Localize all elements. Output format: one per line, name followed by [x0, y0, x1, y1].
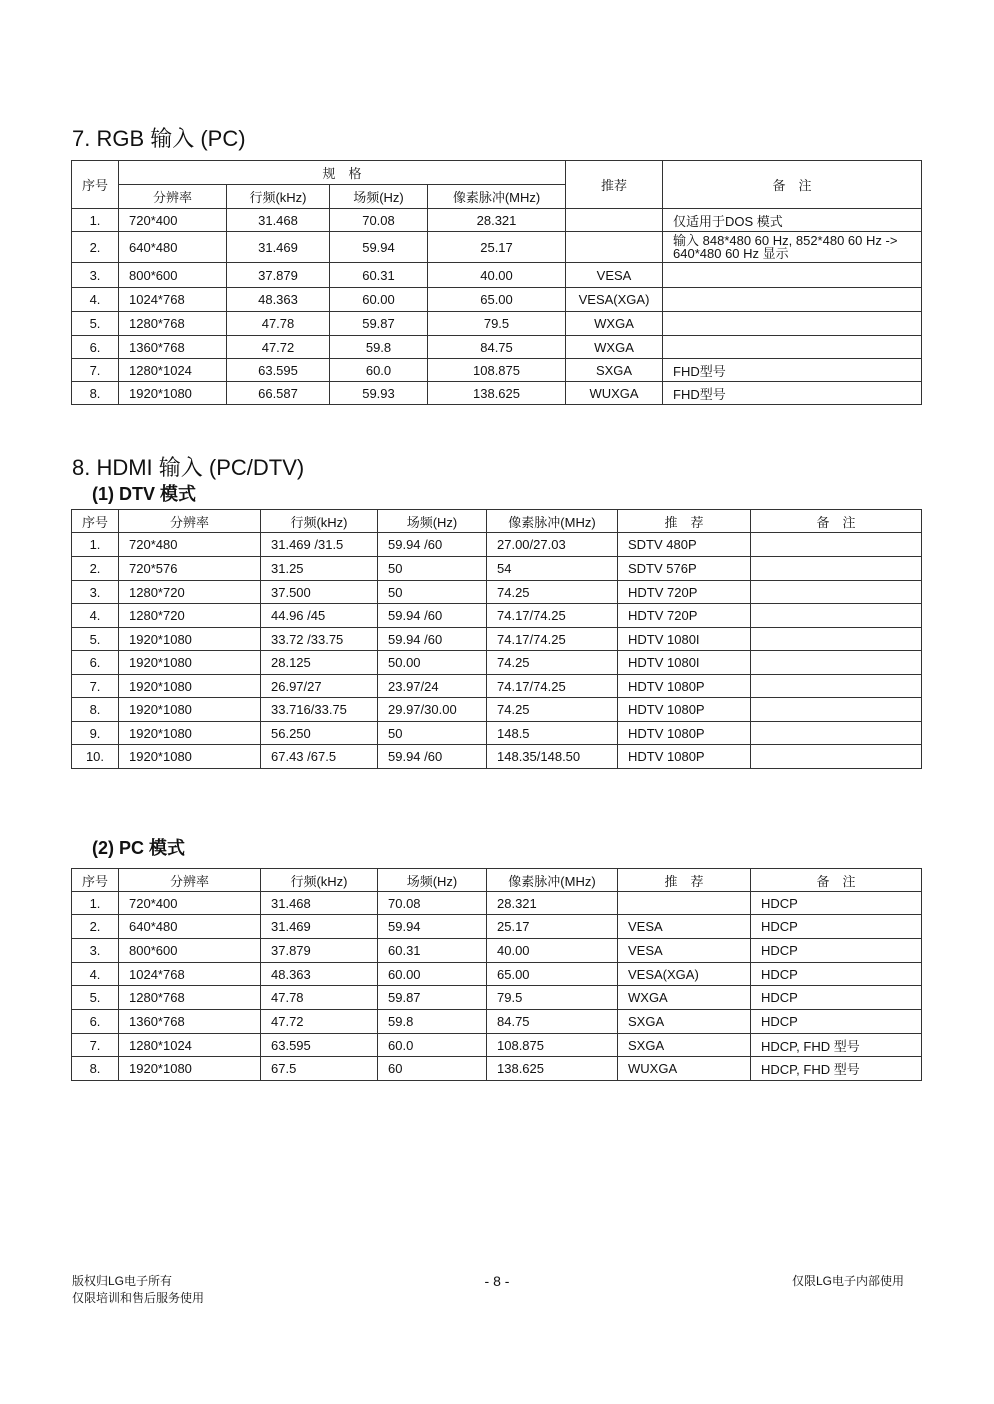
cell-no: 6. [72, 336, 119, 359]
table-row [72, 312, 922, 336]
cell-v-freq: 50 [378, 581, 487, 604]
cell-recommend: HDTV 720P [618, 581, 751, 604]
col-header-resolution: 分辨率 [119, 510, 261, 533]
cell-h-freq: 67.43 /67.5 [261, 745, 378, 769]
table-row [72, 939, 922, 963]
cell-pixel-clock: 40.00 [487, 939, 618, 963]
cell-note: HDCP [751, 1010, 922, 1034]
cell-resolution: 1280*720 [119, 604, 261, 628]
cell-note: HDCP [751, 892, 922, 915]
cell-note: FHD型号 [663, 382, 922, 405]
cell-note: HDCP, FHD 型号 [751, 1057, 922, 1081]
col-header-no: 序号 [72, 161, 119, 209]
col-header-resolution: 分辨率 [119, 185, 227, 209]
table-row [72, 675, 922, 698]
cell-pixel-clock: 74.25 [487, 651, 618, 675]
cell-no: 10. [72, 745, 119, 769]
footer-copyright-line2: 仅限培训和售后服务使用 [72, 1291, 205, 1305]
cell-pixel-clock: 84.75 [487, 1010, 618, 1034]
cell-recommend: VESA(XGA) [566, 288, 663, 312]
cell-resolution: 1920*1080 [119, 651, 261, 675]
col-header-spec: 规 格 [119, 161, 566, 185]
cell-v-freq: 60.0 [378, 1034, 487, 1057]
table-row [72, 263, 922, 288]
table-row [72, 722, 922, 745]
cell-h-freq: 66.587 [227, 382, 330, 405]
cell-h-freq: 33.72 /33.75 [261, 628, 378, 651]
cell-v-freq: 59.93 [330, 382, 428, 405]
cell-recommend [566, 232, 663, 263]
cell-recommend: SXGA [566, 359, 663, 382]
col-header-recommend: 推荐 [566, 161, 663, 209]
cell-no: 2. [72, 557, 119, 581]
cell-v-freq: 60.31 [378, 939, 487, 963]
table-row [72, 1034, 922, 1057]
table-row [72, 745, 922, 769]
cell-v-freq: 60.00 [378, 963, 487, 986]
cell-pixel-clock: 25.17 [428, 232, 566, 263]
cell-h-freq: 47.72 [227, 336, 330, 359]
cell-note [663, 312, 922, 336]
cell-h-freq: 44.96 /45 [261, 604, 378, 628]
cell-h-freq: 26.97/27 [261, 675, 378, 698]
cell-recommend: SXGA [618, 1034, 751, 1057]
cell-note [751, 557, 922, 581]
cell-no: 9. [72, 722, 119, 745]
cell-recommend: HDTV 720P [618, 604, 751, 628]
cell-recommend: HDTV 1080P [618, 745, 751, 769]
cell-note [663, 336, 922, 359]
footer-copyright-line1: 版权归LG电子所有 [72, 1274, 173, 1288]
cell-no: 2. [72, 915, 119, 939]
section-7-title: 7. RGB 输入 (PC) [72, 126, 246, 151]
cell-pixel-clock: 54 [487, 557, 618, 581]
cell-v-freq: 59.87 [330, 312, 428, 336]
cell-resolution: 720*400 [119, 892, 261, 915]
cell-recommend: HDTV 1080P [618, 698, 751, 722]
cell-note [663, 263, 922, 288]
cell-v-freq: 60.0 [330, 359, 428, 382]
cell-v-freq: 59.87 [378, 986, 487, 1010]
col-header-pixel-clock: 像素脉冲(MHz) [487, 869, 618, 892]
hdmi-pc-table [71, 868, 922, 1081]
cell-pixel-clock: 25.17 [487, 915, 618, 939]
cell-resolution: 1920*1080 [119, 675, 261, 698]
cell-recommend: VESA [618, 915, 751, 939]
table-row [72, 557, 922, 581]
cell-no: 5. [72, 986, 119, 1010]
cell-pixel-clock: 148.5 [487, 722, 618, 745]
cell-h-freq: 48.363 [261, 963, 378, 986]
cell-no: 3. [72, 263, 119, 288]
cell-resolution: 1024*768 [119, 288, 227, 312]
cell-pixel-clock: 28.321 [487, 892, 618, 915]
cell-note [751, 628, 922, 651]
cell-h-freq: 37.879 [261, 939, 378, 963]
cell-note [751, 581, 922, 604]
cell-v-freq: 70.08 [378, 892, 487, 915]
table-row [72, 336, 922, 359]
cell-pixel-clock: 79.5 [428, 312, 566, 336]
cell-h-freq: 63.595 [261, 1034, 378, 1057]
cell-no: 8. [72, 382, 119, 405]
cell-resolution: 1280*768 [119, 312, 227, 336]
cell-v-freq: 50.00 [378, 651, 487, 675]
table-row [72, 892, 922, 915]
cell-no: 5. [72, 628, 119, 651]
cell-h-freq: 47.78 [261, 986, 378, 1010]
footer-copyright [72, 1273, 204, 1307]
pc-mode-title: (2) PC 模式 [92, 838, 186, 858]
cell-recommend: WXGA [618, 986, 751, 1010]
table-row [72, 209, 922, 232]
table-row [72, 359, 922, 382]
table-row [72, 1057, 922, 1081]
cell-h-freq: 31.468 [227, 209, 330, 232]
cell-pixel-clock: 138.625 [487, 1057, 618, 1081]
cell-note: FHD型号 [663, 359, 922, 382]
col-header-h-freq: 行频(kHz) [261, 869, 378, 892]
cell-resolution: 720*400 [119, 209, 227, 232]
rgb-input-table [71, 160, 922, 405]
dtv-mode-title: (1) DTV 模式 [92, 484, 197, 504]
cell-resolution: 1360*768 [119, 336, 227, 359]
cell-pixel-clock: 28.321 [428, 209, 566, 232]
cell-recommend: VESA [618, 939, 751, 963]
cell-resolution: 800*600 [119, 263, 227, 288]
col-header-v-freq: 场频(Hz) [378, 869, 487, 892]
table-row [72, 581, 922, 604]
cell-no: 7. [72, 359, 119, 382]
cell-recommend: VESA [566, 263, 663, 288]
cell-pixel-clock: 84.75 [428, 336, 566, 359]
cell-pixel-clock: 108.875 [428, 359, 566, 382]
cell-note: HDCP [751, 986, 922, 1010]
table-row [72, 915, 922, 939]
col-header-resolution: 分辨率 [119, 869, 261, 892]
table-row [72, 986, 922, 1010]
cell-recommend [618, 892, 751, 915]
cell-pixel-clock: 79.5 [487, 986, 618, 1010]
cell-v-freq: 60.00 [330, 288, 428, 312]
cell-no: 6. [72, 651, 119, 675]
cell-resolution: 1920*1080 [119, 1057, 261, 1081]
table-row [72, 698, 922, 722]
table-row [72, 604, 922, 628]
cell-v-freq: 70.08 [330, 209, 428, 232]
cell-h-freq: 47.72 [261, 1010, 378, 1034]
cell-no: 6. [72, 1010, 119, 1034]
cell-h-freq: 33.716/33.75 [261, 698, 378, 722]
cell-h-freq: 31.468 [261, 892, 378, 915]
cell-recommend: WXGA [566, 312, 663, 336]
cell-pixel-clock: 27.00/27.03 [487, 533, 618, 557]
cell-v-freq: 59.94 /60 [378, 604, 487, 628]
cell-resolution: 1920*1080 [119, 628, 261, 651]
cell-note: 输入 848*480 60 Hz, 852*480 60 Hz -> 640*480 60 Hz 显示 [663, 232, 922, 263]
col-header-pixel-clock: 像素脉冲(MHz) [428, 185, 566, 209]
cell-note [751, 745, 922, 769]
cell-no: 8. [72, 1057, 119, 1081]
cell-note: HDCP, FHD 型号 [751, 1034, 922, 1057]
col-header-recommend: 推 荐 [618, 510, 751, 533]
cell-recommend: HDTV 1080P [618, 675, 751, 698]
cell-h-freq: 31.469 /31.5 [261, 533, 378, 557]
cell-h-freq: 48.363 [227, 288, 330, 312]
cell-pixel-clock: 40.00 [428, 263, 566, 288]
cell-note [663, 288, 922, 312]
cell-resolution: 640*480 [119, 915, 261, 939]
cell-resolution: 720*576 [119, 557, 261, 581]
table-row [72, 382, 922, 405]
col-header-no: 序号 [72, 869, 119, 892]
cell-recommend: WUXGA [618, 1057, 751, 1081]
cell-v-freq: 60 [378, 1057, 487, 1081]
cell-resolution: 1920*1080 [119, 698, 261, 722]
table-row [72, 963, 922, 986]
cell-pixel-clock: 65.00 [428, 288, 566, 312]
table-row [72, 232, 922, 263]
cell-pixel-clock: 74.17/74.25 [487, 675, 618, 698]
cell-resolution: 1360*768 [119, 1010, 261, 1034]
cell-note [751, 651, 922, 675]
cell-note [751, 533, 922, 557]
cell-h-freq: 37.500 [261, 581, 378, 604]
cell-no: 1. [72, 892, 119, 915]
table-row [72, 628, 922, 651]
cell-no: 3. [72, 939, 119, 963]
cell-h-freq: 31.469 [261, 915, 378, 939]
cell-resolution: 800*600 [119, 939, 261, 963]
cell-h-freq: 63.595 [227, 359, 330, 382]
cell-no: 4. [72, 288, 119, 312]
cell-resolution: 1920*1080 [119, 722, 261, 745]
cell-no: 2. [72, 232, 119, 263]
col-header-pixel-clock: 像素脉冲(MHz) [487, 510, 618, 533]
cell-pixel-clock: 108.875 [487, 1034, 618, 1057]
col-header-note: 备 注 [663, 161, 922, 209]
cell-resolution: 1920*1080 [119, 745, 261, 769]
cell-resolution: 1280*1024 [119, 1034, 261, 1057]
cell-v-freq: 59.8 [330, 336, 428, 359]
cell-pixel-clock: 74.25 [487, 698, 618, 722]
cell-note [751, 604, 922, 628]
cell-note: 仅适用于DOS 模式 [663, 209, 922, 232]
cell-v-freq: 60.31 [330, 263, 428, 288]
cell-v-freq: 59.94 [378, 915, 487, 939]
cell-no: 7. [72, 1034, 119, 1057]
cell-recommend: SDTV 576P [618, 557, 751, 581]
table-row [72, 533, 922, 557]
cell-v-freq: 59.94 /60 [378, 533, 487, 557]
cell-no: 5. [72, 312, 119, 336]
cell-h-freq: 47.78 [227, 312, 330, 336]
col-header-h-freq: 行频(kHz) [227, 185, 330, 209]
cell-pixel-clock: 74.17/74.25 [487, 604, 618, 628]
cell-note: HDCP [751, 963, 922, 986]
cell-v-freq: 59.94 /60 [378, 628, 487, 651]
cell-resolution: 1920*1080 [119, 382, 227, 405]
cell-v-freq: 50 [378, 557, 487, 581]
cell-recommend: SDTV 480P [618, 533, 751, 557]
cell-note: HDCP [751, 915, 922, 939]
cell-h-freq: 56.250 [261, 722, 378, 745]
footer-internal-use: 仅限LG电子内部使用 [791, 1274, 904, 1288]
col-header-note: 备 注 [751, 510, 922, 533]
cell-note [751, 675, 922, 698]
cell-recommend: HDTV 1080P [618, 722, 751, 745]
col-header-note: 备 注 [751, 869, 922, 892]
cell-recommend: HDTV 1080I [618, 628, 751, 651]
cell-no: 8. [72, 698, 119, 722]
cell-note: HDCP [751, 939, 922, 963]
cell-recommend: WUXGA [566, 382, 663, 405]
cell-no: 1. [72, 209, 119, 232]
cell-resolution: 720*480 [119, 533, 261, 557]
cell-h-freq: 31.25 [261, 557, 378, 581]
section-8-title: 8. HDMI 输入 (PC/DTV) [72, 455, 305, 480]
cell-recommend: VESA(XGA) [618, 963, 751, 986]
cell-resolution: 1024*768 [119, 963, 261, 986]
cell-no: 4. [72, 604, 119, 628]
col-header-h-freq: 行频(kHz) [261, 510, 378, 533]
cell-v-freq: 59.94 [330, 232, 428, 263]
cell-no: 3. [72, 581, 119, 604]
col-header-v-freq: 场频(Hz) [378, 510, 487, 533]
cell-h-freq: 31.469 [227, 232, 330, 263]
cell-recommend: SXGA [618, 1010, 751, 1034]
cell-note [751, 698, 922, 722]
cell-v-freq: 29.97/30.00 [378, 698, 487, 722]
cell-h-freq: 37.879 [227, 263, 330, 288]
table-row [72, 288, 922, 312]
cell-no: 4. [72, 963, 119, 986]
cell-resolution: 1280*768 [119, 986, 261, 1010]
cell-pixel-clock: 138.625 [428, 382, 566, 405]
cell-v-freq: 59.94 /60 [378, 745, 487, 769]
col-header-recommend: 推 荐 [618, 869, 751, 892]
cell-pixel-clock: 74.25 [487, 581, 618, 604]
cell-resolution: 1280*720 [119, 581, 261, 604]
cell-recommend [566, 209, 663, 232]
cell-no: 1. [72, 533, 119, 557]
cell-pixel-clock: 148.35/148.50 [487, 745, 618, 769]
cell-pixel-clock: 65.00 [487, 963, 618, 986]
cell-recommend: WXGA [566, 336, 663, 359]
cell-v-freq: 50 [378, 722, 487, 745]
page-number: - 8 - [484, 1273, 510, 1289]
table-row [72, 1010, 922, 1034]
hdmi-dtv-table [71, 509, 922, 769]
cell-h-freq: 28.125 [261, 651, 378, 675]
cell-note [751, 722, 922, 745]
cell-v-freq: 59.8 [378, 1010, 487, 1034]
cell-no: 7. [72, 675, 119, 698]
cell-recommend: HDTV 1080I [618, 651, 751, 675]
table-row [72, 651, 922, 675]
cell-pixel-clock: 74.17/74.25 [487, 628, 618, 651]
col-header-no: 序号 [72, 510, 119, 533]
cell-resolution: 640*480 [119, 232, 227, 263]
cell-v-freq: 23.97/24 [378, 675, 487, 698]
col-header-v-freq: 场频(Hz) [330, 185, 428, 209]
cell-h-freq: 67.5 [261, 1057, 378, 1081]
cell-resolution: 1280*1024 [119, 359, 227, 382]
